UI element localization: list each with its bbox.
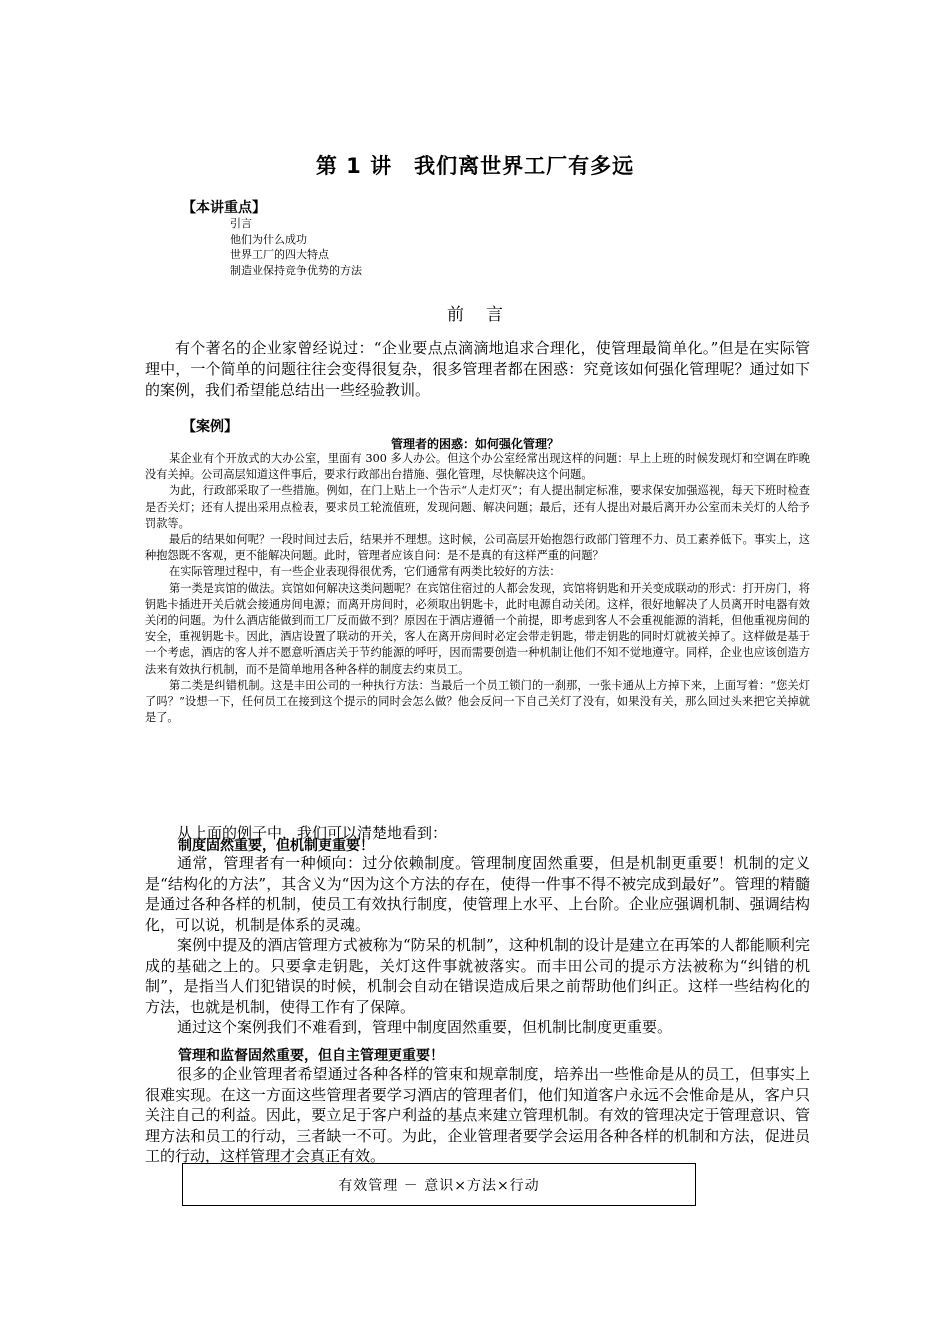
preface-heading: 前言 — [447, 305, 525, 325]
lecture-title: 第 1 讲 我们离世界工厂有多远 — [315, 154, 635, 178]
section-paragraph: 案例中提及的酒店管理方式被称为“防呆的机制”，这种机制的设计是建立在再笨的人都能顺利完成的基础之上的。只要拿走钥匙，关灯这件事就被落实。而丰田公司的提示方法被称为“纠错的机制”，是指当人们犯错误的时候，机制会自动在错误造成后果之前帮助他们纠正。这样一些结构化的方法，也就是机制，使得工作有了保障。 — [145, 936, 810, 1016]
key-point-item: 引言 — [230, 217, 252, 230]
case-paragraph: 为此，行政部采取了一些措施。例如，在门上贴上一个告示“人走灯灭”；有人提出制定标准，要求保安加强巡视，每天下班时检查是否关灯；还有人提出采用点检表，要求员工轮流值班，发现问题、解决问题；最后，还有人提出对最后离开办公室而未关灯的人给予罚款等。 — [145, 484, 810, 530]
preface-paragraph: 有个著名的企业家曾经说过：“企业要点点滴滴地追求合理化，使管理最简单化。”但是在实际管理中，一个简单的问题往往会变得很复杂，很多管理者都在困惑：究竟该如何强化管理呢？通过如下的案例，我们希望能总结出一些经验教训。 — [145, 339, 810, 399]
key-points-heading: 【本讲重点】 — [182, 200, 266, 216]
case-paragraph: 在实际管理过程中，有一些企业表现得很优秀，它们通常有两类比较好的方法： — [169, 565, 561, 579]
section-paragraph: 通常，管理者有一种倾向：过分依赖制度。管理制度固然重要，但是机制更重要！机制的定义是“结构化的方法”，其含义为“因为这个方法的存在，使得一件事不得不被完成到最好”。管理的精髓是通过各种各样的机制，使员工有效执行制度，使管理上水平、上台阶。企业应强调机制、强调结构化，可以说，机制是体系的灵魂。 — [145, 854, 810, 934]
case-paragraph: 第二类是纠错机制。这是丰田公司的一种执行方法：当最后一个员工锁门的一刹那，一张卡通从上方掉下来，上面写着：“您关灯了吗？”设想一下，任何员工在接到这个提示的同时会怎么做？他会反问一下自己关灯了没有，如果没有关，那么回过头来把它关掉就是了。 — [145, 678, 810, 725]
section-heading: 管理和监督固然重要，但自主管理更重要！ — [178, 1048, 444, 1064]
section-body — [145, 853, 810, 1038]
key-point-item: 制造业保持竞争优势的方法 — [230, 263, 362, 277]
section-heading: 制度固然重要，但机制更重要！ — [178, 838, 374, 854]
case-body — [145, 451, 810, 726]
case-paragraph: 某企业有个开放式的大办公室，里面有 300 多人办公。但这个办公室经常出现这样的问题：早上上班的时候发现灯和空调在昨晚没有关掉。公司高层知道这件事后，要求行政部出台措施、强化管理，尽快解决这个问题。 — [145, 452, 810, 482]
case-paragraph: 第一类是宾馆的做法。宾馆如何解决这类问题呢？在宾馆住宿过的人都会发现，宾馆将钥匙和开关变成联动的形式：打开房门，将钥匙卡插进开关后就会接通房间电源；而离开房间时，必须取出钥匙卡，此时电源自动关闭。这样，很好地解决了人员离开时电器有效关闭的问题。为什么酒店能做到而工厂反而做不到？原因在于酒店遵循一个前提，即考虑到客人不会重视能源的消耗，但他重视房间的安全，重视钥匙卡。因此，酒店设置了联动的开关，客人在离开房间时必定会带走钥匙，带走钥匙的同时灯就被关掉了。这样做是基于一个考虑，酒店的客人并不愿意听酒店关于节约能源的呼吁，因而需要创造一种机制让他们不知不觉地遵守。同样，企业也应该创造方法来有效执行机制，而不是简单地用各种各样的制度去约束员工。 — [145, 581, 810, 676]
case-title: 管理者的困惑：如何强化管理？ — [390, 437, 559, 451]
case-paragraph: 最后的结果如何呢？一段时间过去后，结果并不理想。这时候，公司高层开始抱怨行政部门管理不力、员工素养低下。事实上，这种抱怨既不客观，更不能解决问题。此时，管理者应该自问：是不是真的有这样严重的问题？ — [145, 533, 810, 563]
key-point-item: 世界工厂的四大特点 — [230, 248, 329, 261]
case-heading: 【案例】 — [182, 419, 238, 435]
section-paragraph: 很多的企业管理者希望通过各种各样的管束和规章制度，培养出一些惟命是从的员工，但事实上很难实现。在这一方面这些管理者要学习酒店的管理者们，他们知道客户永远不会惟命是从，客户只关注自己的利益。因此，要立足于客户利益的基点来建立管理机制。有效的管理决定于管理意识、管理方法和员工的行动，三者缺一不可。为此，企业管理者要学会运用各种各样的机制和方法，促进员工的行动，这样管理才会真正有效。 — [145, 1065, 810, 1165]
formula-text: 有效管理 － 意识×方法×行动 — [338, 1177, 540, 1194]
key-point-item: 他们为什么成功 — [230, 232, 307, 246]
key-points-list — [230, 216, 362, 278]
after-case-sentence: 从上面的例子中，我们可以清楚地看到： — [177, 824, 448, 842]
section-paragraph: 通过这个案例我们不难看到，管理中制度固然重要，但机制比制度更重要。 — [177, 1018, 673, 1036]
section-body — [145, 1064, 810, 1167]
formula-box — [182, 1163, 696, 1206]
